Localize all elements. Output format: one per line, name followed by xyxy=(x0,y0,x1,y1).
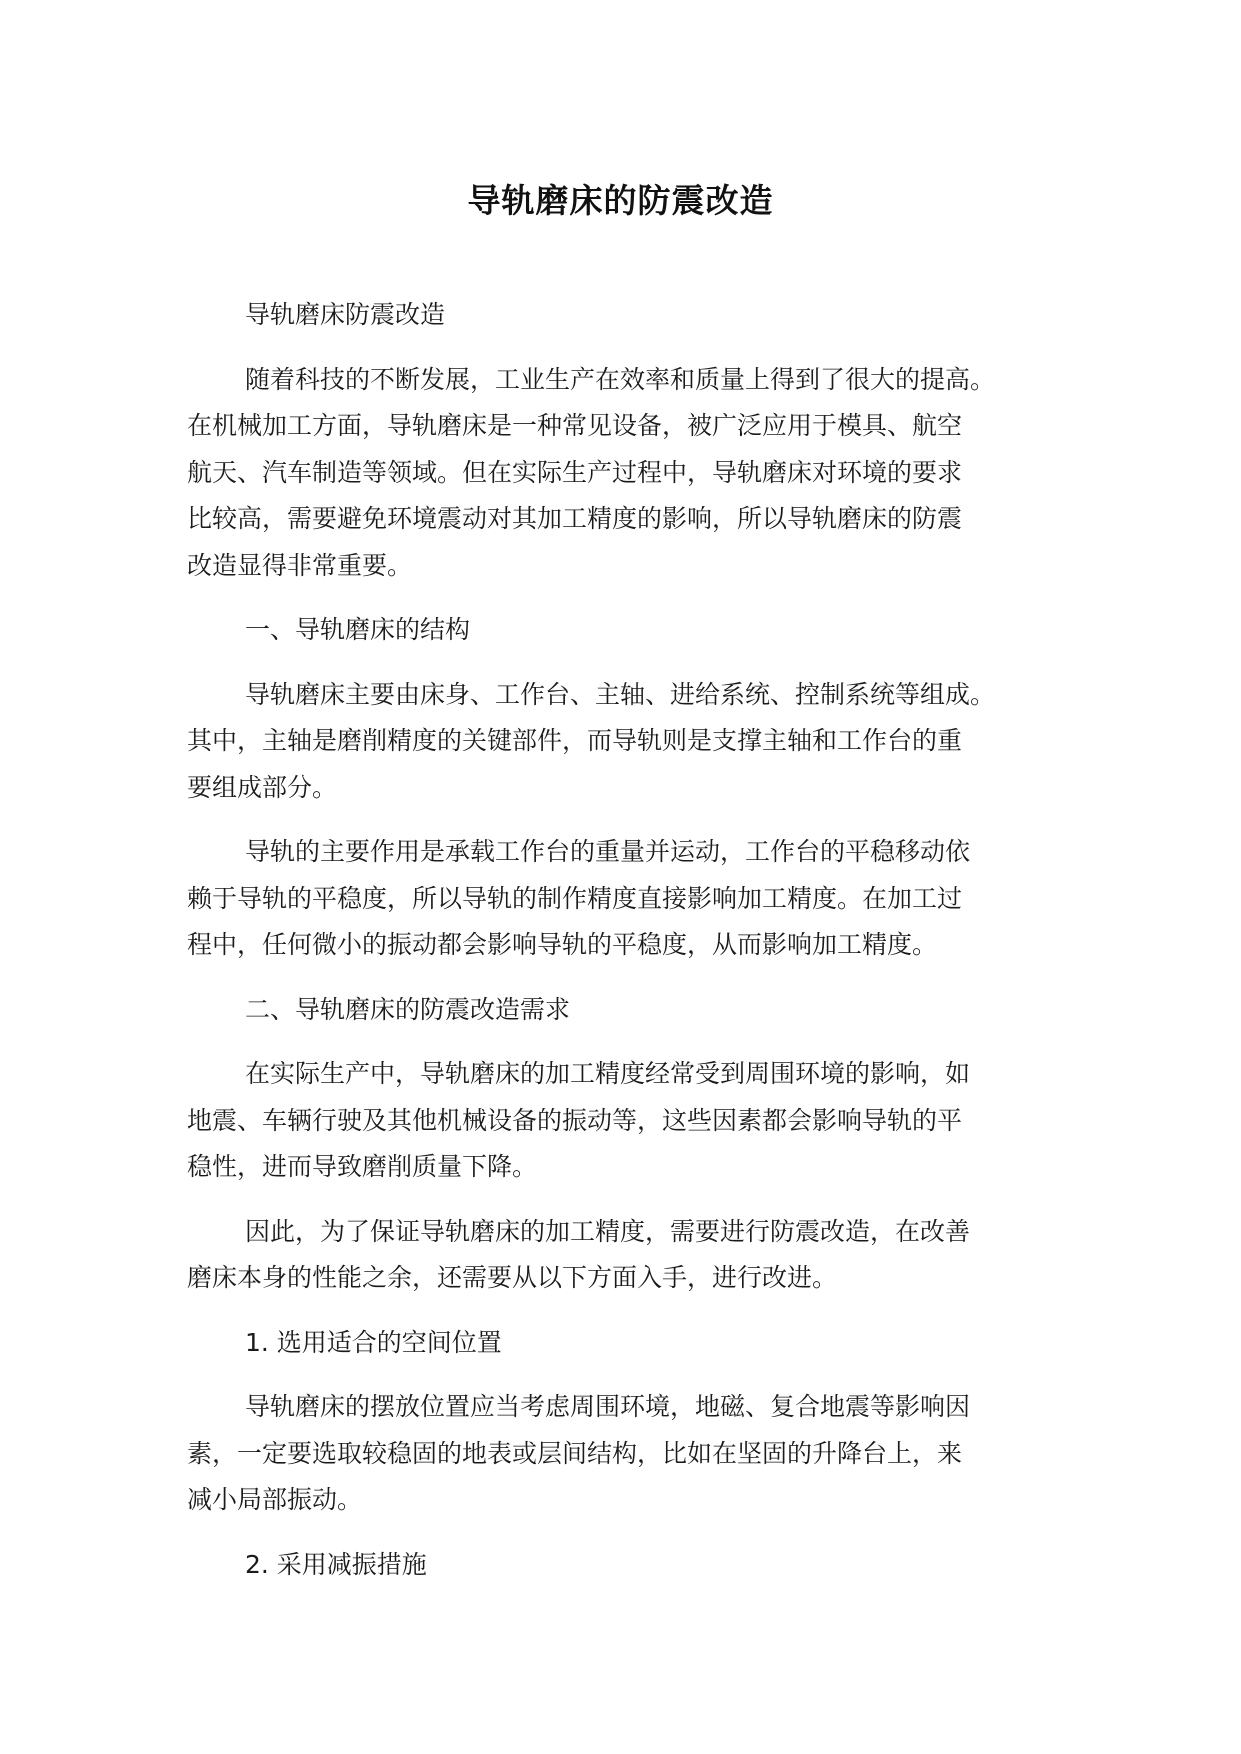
paragraph-line: 一、导轨磨床的结构 xyxy=(245,615,471,644)
paragraph-line: 2. 采用减振措施 xyxy=(245,1549,427,1579)
paragraph-therefore xyxy=(187,1209,1077,1302)
paragraph-line: 其中，主轴是磨削精度的关键部件，而导轨则是支撑主轴和工作台的重 xyxy=(187,726,963,755)
document-body xyxy=(187,292,1077,1606)
paragraph-line: 减小局部振动。 xyxy=(187,1485,363,1514)
paragraph-line: 随着科技的不断发展，工业生产在效率和质量上得到了很大的提高。 xyxy=(245,364,996,394)
list-heading-location xyxy=(187,1320,1077,1367)
paragraph-line: 磨床本身的性能之余，还需要从以下方面入手，进行改进。 xyxy=(187,1263,838,1292)
paragraph-environment xyxy=(187,1051,1077,1191)
paragraph-line: 比较高，需要避免环境震动对其加工精度的影响，所以导轨磨床的防震 xyxy=(187,504,963,533)
paragraph-line: 地震、车辆行驶及其他机械设备的振动等，这些因素都会影响导轨的平 xyxy=(187,1105,963,1135)
paragraph-intro xyxy=(187,357,1077,590)
list-heading-damping xyxy=(187,1542,1077,1589)
paragraph-line: 二、导轨磨床的防震改造需求 xyxy=(245,994,571,1024)
paragraph-line: 1. 选用适合的空间位置 xyxy=(245,1327,502,1357)
section-heading-requirements xyxy=(187,987,1077,1034)
paragraph-line: 在实际生产中，导轨磨床的加工精度经常受到周围环境的影响，如 xyxy=(245,1059,971,1088)
paragraph-line: 要组成部分。 xyxy=(187,772,338,802)
paragraph-line: 素，一定要选取较稳固的地表或层间结构，比如在坚固的升降台上，来 xyxy=(187,1438,963,1468)
paragraph-line: 导轨磨床防震改造 xyxy=(245,300,446,329)
paragraph-line: 稳性，进而导致磨削质量下降。 xyxy=(187,1152,538,1181)
paragraph-location xyxy=(187,1384,1077,1524)
paragraph-line: 导轨的主要作用是承载工作台的重量并运动，工作台的平稳移动依 xyxy=(245,837,971,866)
paragraph-line: 在机械加工方面，导轨磨床是一种常见设备，被广泛应用于模具、航空 xyxy=(187,411,963,440)
paragraph-line: 导轨磨床主要由床身、工作台、主轴、进给系统、控制系统等组成。 xyxy=(245,679,996,709)
paragraph-structure xyxy=(187,672,1077,812)
paragraph-guide-rail xyxy=(187,829,1077,969)
paragraph-line: 航天、汽车制造等领域。但在实际生产过程中，导轨磨床对环境的要求 xyxy=(187,457,963,487)
paragraph-subtitle xyxy=(187,292,1077,339)
paragraph-line: 导轨磨床的摆放位置应当考虑周围环境，地磁、复合地震等影响因 xyxy=(245,1392,971,1421)
paragraph-line: 程中，任何微小的振动都会影响导轨的平稳度，从而影响加工精度。 xyxy=(187,930,938,959)
section-heading-structure xyxy=(187,607,1077,654)
paragraph-line: 因此，为了保证导轨磨床的加工精度，需要进行防震改造，在改善 xyxy=(245,1216,971,1246)
document-title: 导轨磨床的防震改造 xyxy=(467,181,774,220)
paragraph-line: 改造显得非常重要。 xyxy=(187,550,413,580)
paragraph-line: 赖于导轨的平稳度，所以导轨的制作精度直接影响加工精度。在加工过 xyxy=(187,883,963,913)
